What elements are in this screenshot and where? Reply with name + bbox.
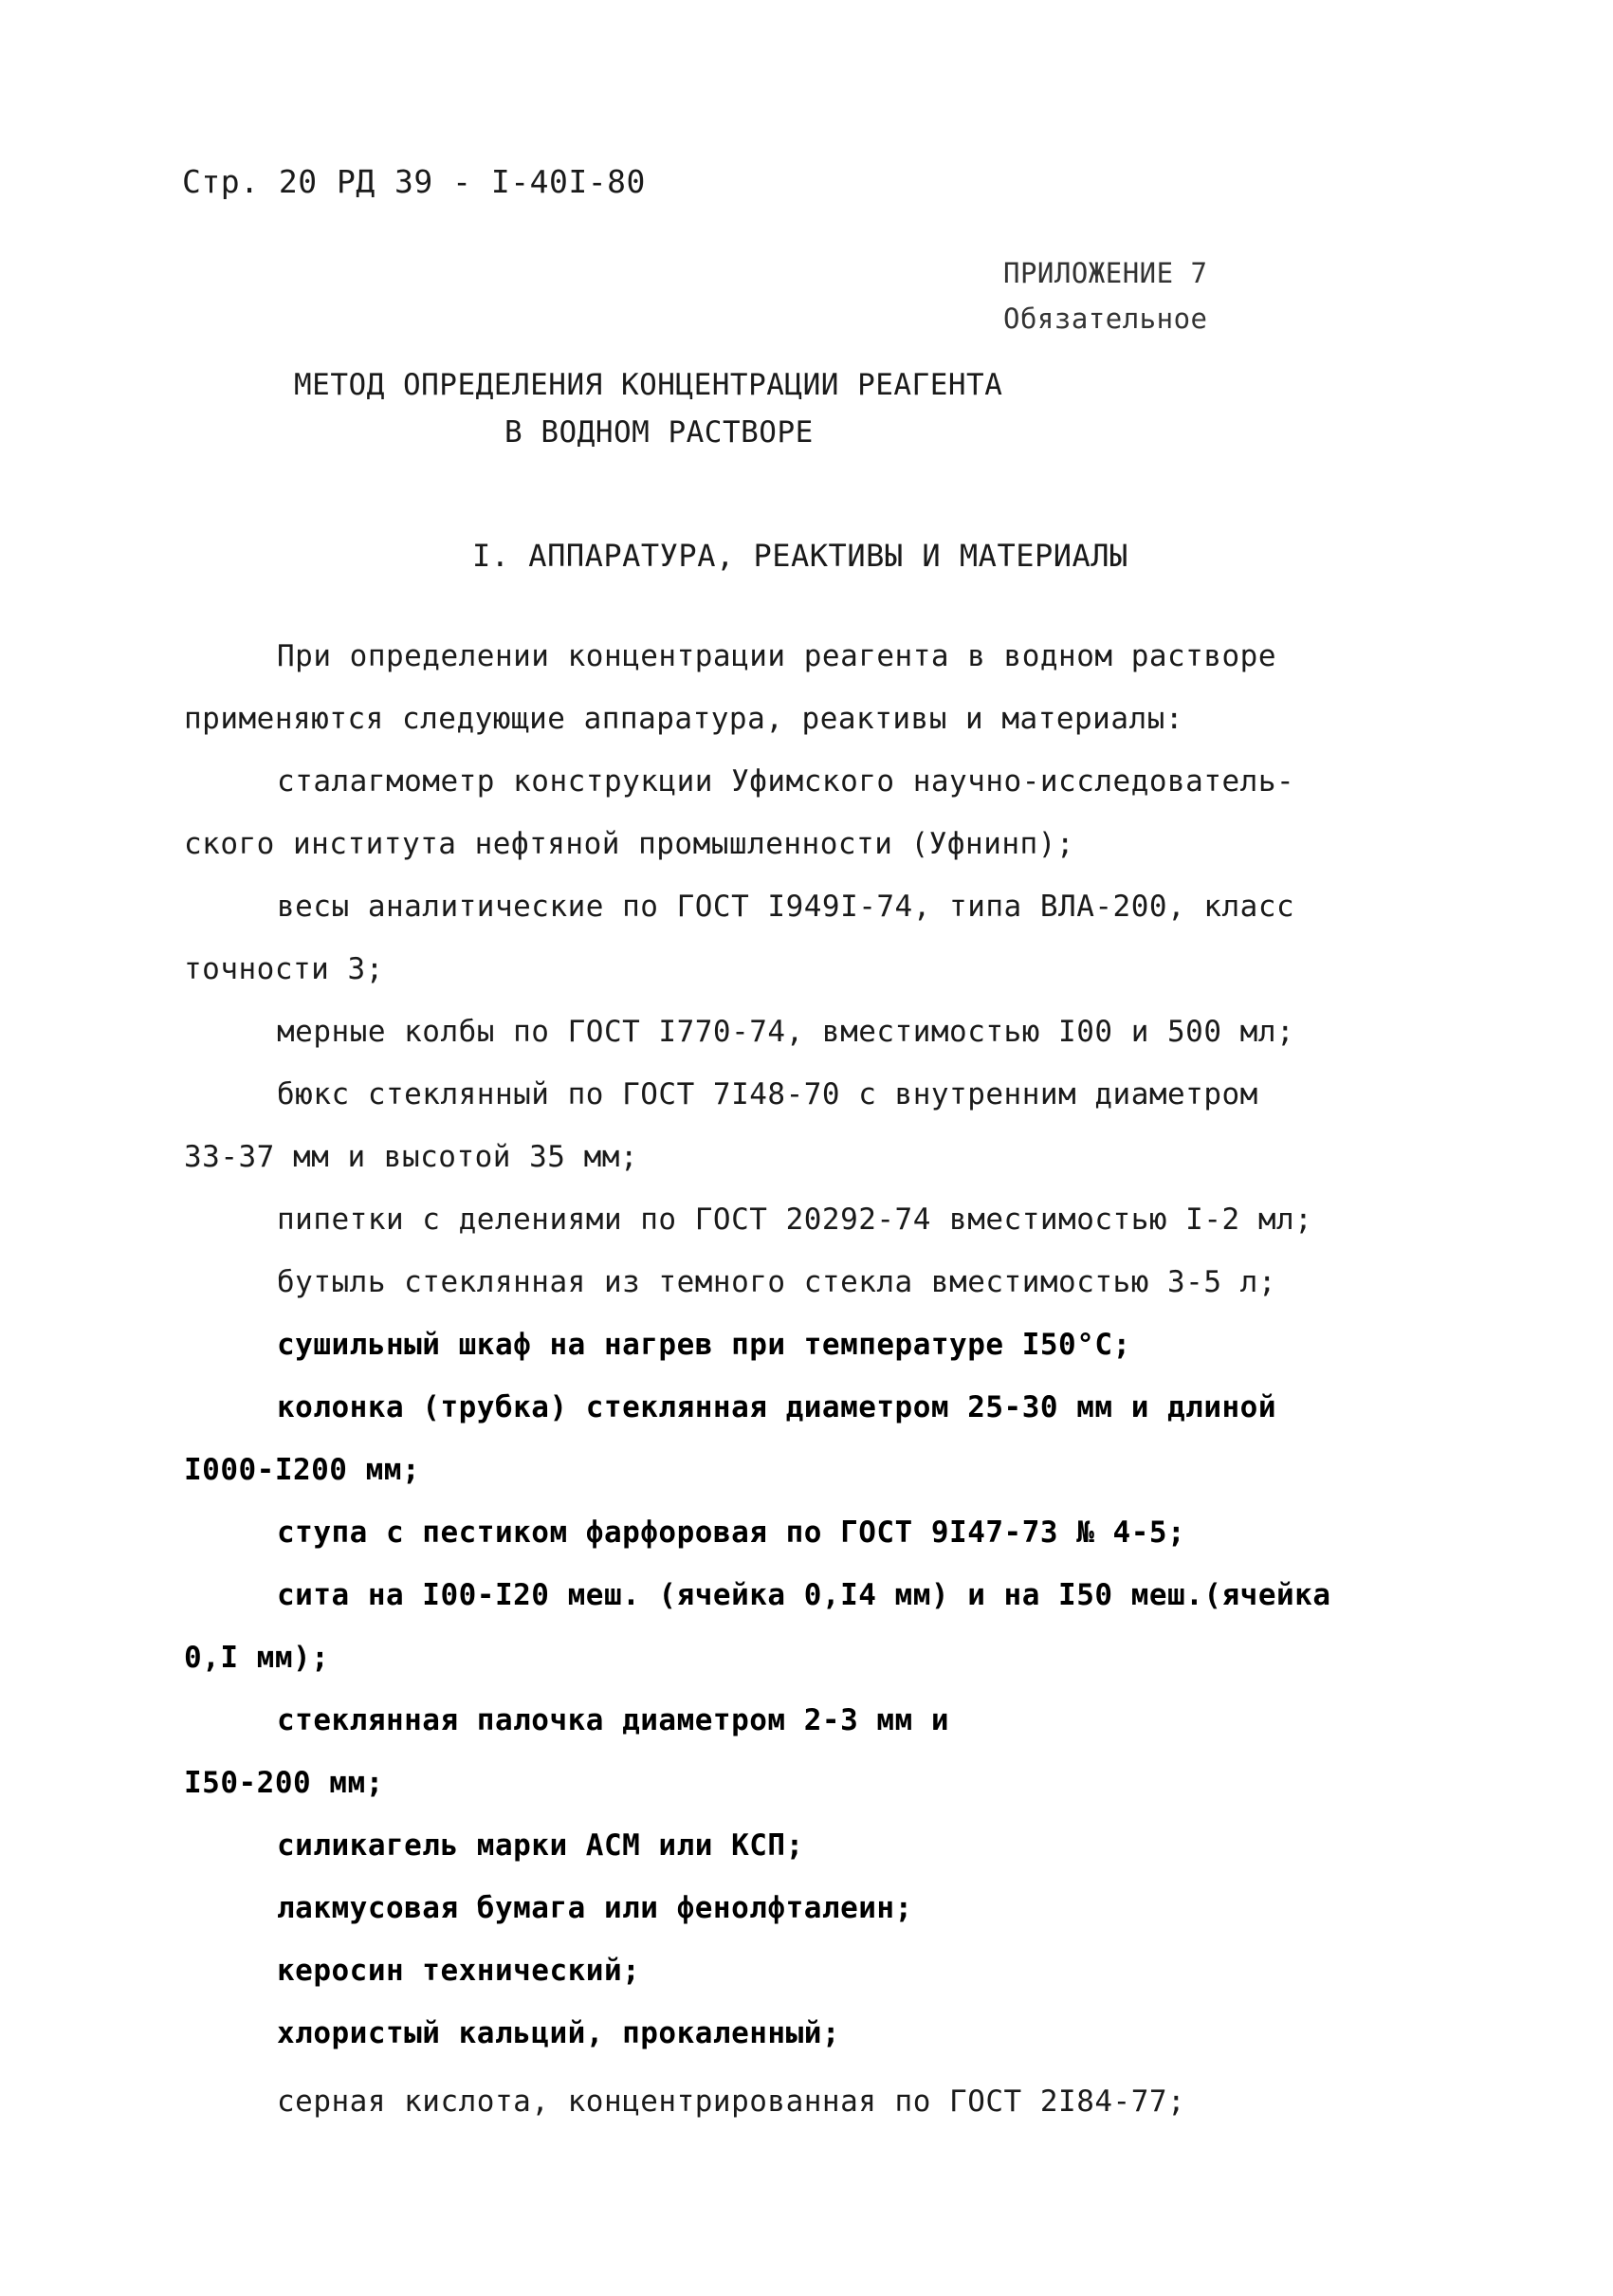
- body-line: бутыль стеклянная из темного стекла вместимостью 3-5 л;: [277, 1265, 1276, 1299]
- document-title-line-1: МЕТОД ОПРЕДЕЛЕНИЯ КОНЦЕНТРАЦИИ РЕАГЕНТА: [294, 368, 1003, 402]
- body-line: хлористый кальций, прокаленный;: [277, 2016, 841, 2050]
- body-line: 33-37 мм и высотой 35 мм;: [184, 1140, 639, 1174]
- body-line: пипетки с делениями по ГОСТ 20292-74 вместимостью I-2 мл;: [277, 1203, 1313, 1237]
- appendix-label: ПРИЛОЖЕНИЕ 7: [1003, 257, 1208, 289]
- appendix-status: Обязательное: [1003, 303, 1208, 335]
- body-line: колонка (трубка) стеклянная диаметром 25-30 мм и длиной: [277, 1390, 1276, 1424]
- body-line: бюкс стеклянный по ГОСТ 7I48-70 с внутренним диаметром: [277, 1077, 1258, 1111]
- document-title-line-2: В ВОДНОМ РАСТВОРЕ: [504, 415, 814, 450]
- body-line: I000-I200 мм;: [184, 1453, 421, 1487]
- body-line: точности 3;: [184, 952, 384, 986]
- body-line: стеклянная палочка диаметром 2-3 мм и: [277, 1703, 950, 1737]
- body-line: 0,I мм);: [184, 1641, 330, 1675]
- body-line: керосин технический;: [277, 1954, 641, 1988]
- body-line: мерные колбы по ГОСТ I770-74, вместимостью I00 и 500 мл;: [277, 1015, 1295, 1049]
- body-line: силикагель марки АСМ или КСП;: [277, 1828, 804, 1863]
- body-line: сушильный шкаф на нагрев при температуре I50°С;: [277, 1328, 1131, 1362]
- body-line: ступа с пестиком фарфоровая по ГОСТ 9I47-73 № 4-5;: [277, 1515, 1186, 1550]
- body-line: I50-200 мм;: [184, 1766, 384, 1800]
- body-line: сталагмометр конструкции Уфимского научно-исследователь-: [277, 764, 1295, 799]
- page-header: Стр. 20 РД 39 - I-40I-80: [182, 163, 646, 200]
- body-line: лакмусовая бумага или фенолфталеин;: [277, 1891, 913, 1925]
- body-line: ского института нефтяной промышленности (Уфнинп);: [184, 827, 1075, 861]
- body-line: применяются следующие аппаратура, реактивы и материалы:: [184, 702, 1183, 736]
- body-line: серная кислота, концентрированная по ГОСТ 2I84-77;: [277, 2085, 1186, 2119]
- body-line: весы аналитические по ГОСТ I949I-74, типа ВЛА-200, класс: [277, 890, 1295, 924]
- section-heading: I. АППАРАТУРА, РЕАКТИВЫ И МАТЕРИАЛЫ: [472, 538, 1128, 574]
- body-line: При определении концентрации реагента в водном растворе: [277, 639, 1276, 673]
- body-line: сита на I00-I20 меш. (ячейка 0,I4 мм) и на I50 меш.(ячейка: [277, 1578, 1331, 1612]
